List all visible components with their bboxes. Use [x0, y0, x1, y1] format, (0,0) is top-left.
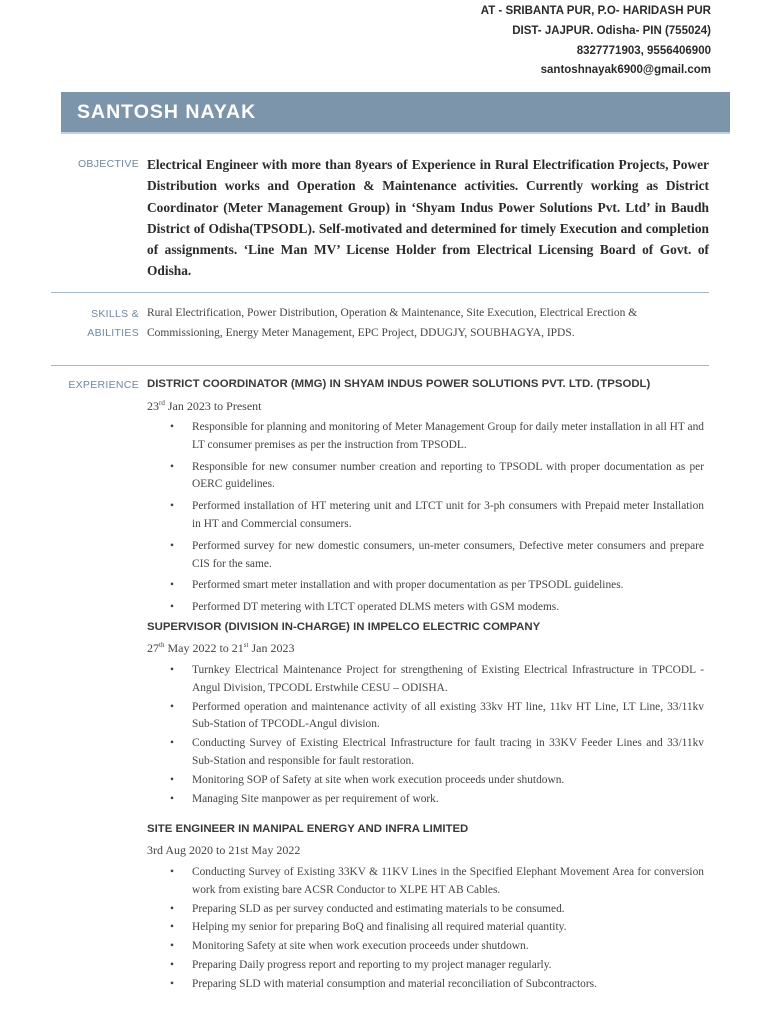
name-banner	[61, 92, 730, 134]
email-address[interactable]: santoshnayak6900@gmail.com	[540, 64, 711, 77]
candidate-name: SANTOSH NAYAK	[77, 101, 257, 123]
section-divider	[51, 292, 709, 293]
experience-label: EXPERIENCE	[68, 379, 139, 391]
list-item: • Performed installation of HT metering unit and LTCT unit for 3-ph consumers with Prepaid meter Installation in HT and Commercial consumers.	[192, 498, 704, 534]
job-title: SUPERVISOR (DIVISION IN-CHARGE) IN IMPELCO ELECTRIC COMPANY	[147, 621, 541, 633]
list-item: • Monitoring SOP of Safety at site when work execution proceeds under shutdown.	[192, 772, 704, 790]
list-item: • Preparing SLD as per survey conducted and estimating materials to be consumed.	[192, 901, 704, 919]
list-item: • Responsible for planning and monitoring of Meter Management Group for daily meter installation in all HT and LT consumer premises as per the instruction from TPSODL.	[192, 419, 704, 455]
job-date: 27th May 2022 to 21st Jan 2023	[147, 641, 295, 655]
contact-block	[481, 2, 711, 81]
skills-label-line-2: ABILITIES	[87, 327, 139, 339]
list-item: • Conducting Survey of Existing 33KV & 11KV Lines in the Specified Elephant Movement Area for conversion work from existing bare ACSR Conductor to XLPE HT AB Cables.	[192, 864, 704, 900]
list-item: • Performed survey for new domestic consumers, un-meter consumers, Defective meter consumers and prepare CIS for the same.	[192, 538, 704, 574]
list-item: • Preparing Daily progress report and reporting to my project manager regularly.	[192, 957, 704, 975]
job-title: DISTRICT COORDINATOR (MMG) IN SHYAM INDUS POWER SOLUTIONS PVT. LTD. (TPSODL)	[147, 378, 651, 390]
skills-label-line-1: SKILLS &	[91, 308, 139, 320]
list-item: • Managing Site manpower as per requirement of work.	[192, 791, 704, 809]
list-item: • Performed operation and maintenance activity of all existing 33kv HT line, 11kv HT Line, LT Line, 33/11kv Sub-Station of TPCODL-Angul division.	[192, 699, 704, 735]
address-line-1: AT - SRIBANTA PUR, P.O- HARIDASH PUR	[480, 5, 711, 17]
address-line-2: DIST- JAJPUR. Odisha- PIN (755024)	[512, 24, 711, 37]
job-duties-list	[192, 864, 704, 994]
list-item: • Responsible for new consumer number creation and reporting to TPSODL with proper documentation as per OERC guidelines.	[192, 459, 704, 495]
list-item: • Preparing SLD with material consumption and material reconciliation of Subcontractors.	[192, 976, 704, 994]
list-item: • Performed smart meter installation and with proper documentation as per TPSODL guidelines.	[192, 577, 704, 595]
list-item: • Performed DT metering with LTCT operated DLMS meters with GSM modems.	[192, 599, 704, 617]
job-duties-list	[192, 419, 704, 617]
job-title: SITE ENGINEER IN MANIPAL ENERGY AND INFRA LIMITED	[147, 823, 469, 835]
section-divider	[51, 365, 709, 366]
job-date: 3rd Aug 2020 to 21st May 2022	[147, 843, 301, 857]
skills-label	[59, 305, 139, 343]
list-item: • Conducting Survey of Existing Electrical Infrastructure for fault tracing in 33KV Feeder Lines and 33/11kv Sub-Station and responsible for fault restoration.	[192, 735, 704, 771]
objective-label: OBJECTIVE	[77, 158, 139, 170]
job-duties-list	[192, 662, 704, 808]
phone-numbers: 8327771903, 9556406900	[576, 44, 711, 57]
skills-text: Rural Electrification, Power Distribution, Operation & Maintenance, Site Execution, Electrical Erection & Commissioning, Energy Meter Management, EPC Project, DDUGJY, SOUBHAGYA, IPDS.	[147, 307, 638, 339]
list-item: • Monitoring Safety at site when work execution proceeds under shutdown.	[192, 938, 704, 956]
list-item: • Helping my senior for preparing BoQ and finalising all required material quantity.	[192, 919, 704, 937]
list-item: • Turnkey Electrical Maintenance Project for strengthening of Existing Electrical Infrastructure in TPCODL - Angul Division, TPCODL Erstwhile CESU – ODISHA.	[192, 662, 704, 698]
job-date: 23rd Jan 2023 to Present	[147, 399, 262, 413]
objective-text: Electrical Engineer with more than 8years of Experience in Rural Electrification Projects, Power Distribution works and Operation & Maintenance activities. Currently working as District Coordinator (Meter Management Group) in ‘Shyam Indus Power Solutions Pvt. Ltd’ in Baudh District of Odisha(TPSODL). Self-motivated and determined for timely Execution and completion of assignments. ‘Line Man MV’ License Holder from Electrical Licensing Board of Govt. of Odisha.	[147, 157, 709, 279]
